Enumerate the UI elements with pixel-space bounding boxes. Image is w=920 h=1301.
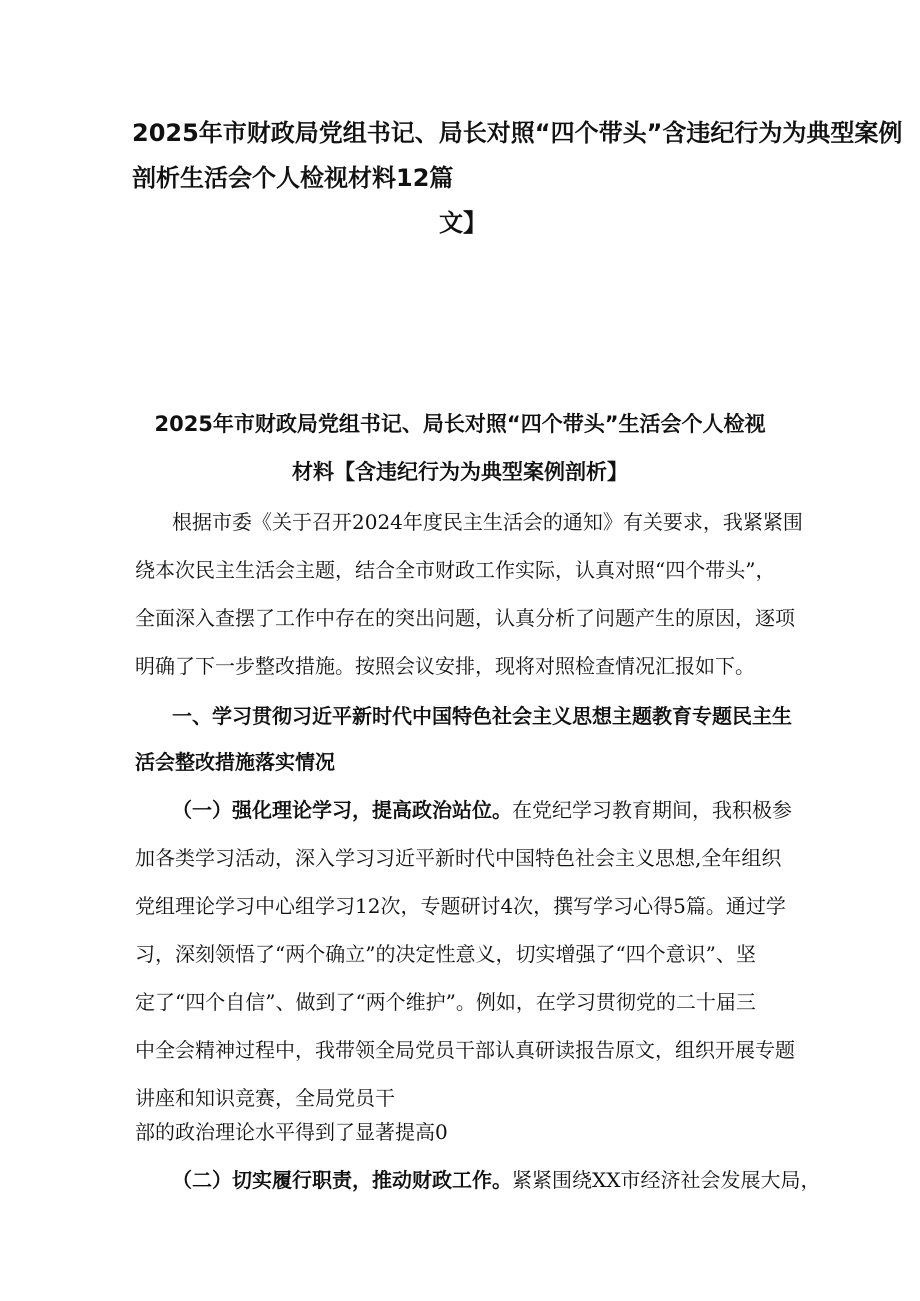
item1-line-2: 加各类学习活动，深入学习习近平新时代中国特色社会主义思想,全年组织	[135, 846, 782, 870]
cover-title-line-1: 2025年市财政局党组书记、局长对照“四个带头”含违纪行为为典型案例	[132, 119, 903, 147]
document-title-line-2: 材料【含违纪行为为典型案例剖析】	[292, 460, 628, 484]
intro-line-3: 全面深入查摆了工作中存在的突出问题，认真分析了问题产生的原因，逐项	[135, 606, 795, 630]
section1-heading-line-2: 活会整改措施落实情况	[135, 750, 335, 774]
item1-line-8: 部的政治理论水平得到了显著提高0	[135, 1120, 448, 1144]
item1-line-5: 定了“四个自信”、做到了“两个维护”。例如，在学习贯彻党的二十届三	[135, 990, 756, 1014]
document-title-line-1: 2025年市财政局党组书记、局长对照“四个带头”生活会个人检视	[154, 412, 766, 436]
item2-first-line	[172, 1166, 820, 1194]
item1-first-line	[172, 796, 792, 824]
intro-line-1: 根据市委《关于召开2024年度民主生活会的通知》有关要求，我紧紧围	[172, 510, 803, 534]
section1-heading-line-1: 一、学习贯彻习近平新时代中国特色社会主义思想主题教育专题民主生	[172, 704, 792, 728]
intro-line-2: 绕本次民主生活会主题，结合全市财政工作实际，认真对照“四个带头”，	[135, 558, 776, 582]
item1-line-6: 中全会精神过程中，我带领全局党员干部认真研读报告原文，组织开展专题	[135, 1038, 795, 1062]
item1-line-4: 习，深刻领悟了“两个确立”的决定性意义，切实增强了“四个意识”、坚	[135, 942, 756, 966]
item2-label: （二）切实履行职责，推动财政工作。	[172, 1168, 512, 1192]
item2-first-line-rest: 紧紧围绕XX市经济社会发展大局，	[512, 1168, 821, 1192]
cover-title-line-3: 文】	[439, 209, 487, 237]
cover-title-line-2: 剖析生活会个人检视材料12篇	[132, 164, 454, 192]
item1-first-line-rest: 在党纪学习教育期间，我积极参	[512, 798, 792, 822]
item1-line-7: 讲座和知识竞赛，全局党员干	[135, 1086, 395, 1110]
item1-label: （一）强化理论学习，提高政治站位。	[172, 798, 512, 822]
item1-line-3: 党组理论学习中心组学习12次，专题研讨4次，撰写学习心得5篇。通过学	[135, 894, 786, 918]
intro-line-4: 明确了下一步整改措施。按照会议安排，现将对照检查情况汇报如下。	[135, 654, 755, 678]
